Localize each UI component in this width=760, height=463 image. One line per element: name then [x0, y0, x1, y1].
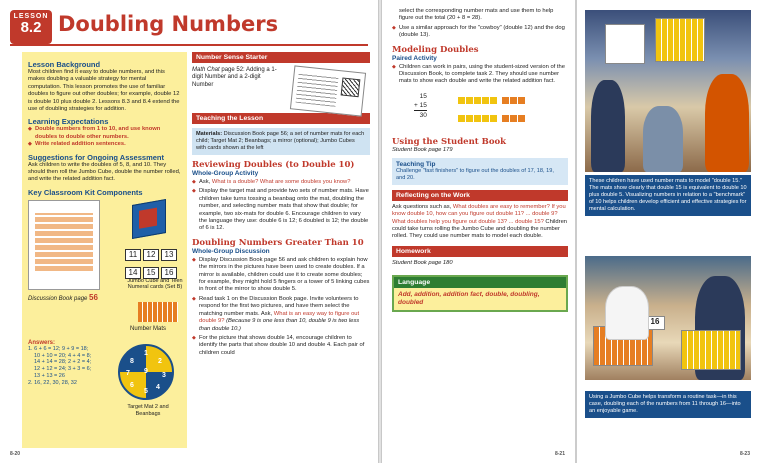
- target-caption: Target Mat 2 and Beanbags: [127, 404, 169, 417]
- bullet-question: What is a double? What are some doubles you know?: [211, 179, 351, 185]
- numeral-card: 16: [161, 267, 177, 279]
- child-figure: [591, 80, 625, 172]
- bullet-question: What is an easy way to figure out double 9?: [199, 310, 360, 325]
- answer-line: 12 + 12 = 24; 3 + 3 = 6;: [34, 366, 92, 373]
- greater-bullet: [192, 296, 370, 333]
- child-figure: [705, 74, 749, 172]
- lesson-badge: [10, 10, 52, 44]
- starter-heading: Number Sense Starter: [192, 52, 370, 63]
- target-number: 3: [162, 372, 166, 379]
- student-heading: Using the Student Book: [392, 136, 507, 147]
- page-number: 8-23: [739, 451, 750, 457]
- child-figure: [643, 106, 683, 172]
- modeling-text: ◆ Children can work in pairs, using the student-sized version of the Discussion Book, to complete task 2. They should use number mats to show each double and write the related addition fact.: [392, 64, 568, 86]
- target-number: 9: [144, 368, 148, 375]
- main-column-left: [192, 52, 370, 357]
- numeral-card: 14: [125, 267, 141, 279]
- bullet-text: Display Discussion Book page 56 and ask children to explain how the mirrors in the pictures have been used to create doubles. If a mirror is available, children could use it to create some doubles; for example, they might hold 5 fingers or a tower of 5 linking cubes in front of the mirror to show double 5.: [199, 256, 370, 293]
- reflect-post: Children could take turns rolling the Jumbo Cube and doubling the number rolled. They could use number mats to model each double.: [392, 218, 568, 240]
- cards-caption: Jumbo Cube and Teen Numeral cards (Set B): [127, 277, 183, 291]
- addition-equation: [414, 92, 427, 120]
- eq-mid: + 15: [414, 101, 427, 109]
- classroom-photo-mats: [585, 10, 751, 172]
- numeral-card: 15: [143, 267, 159, 279]
- main-column-right: [392, 8, 568, 312]
- expectation-item: ◆ Double numbers from 1 to 10, and use known doubles to double other numbers.: [28, 126, 181, 141]
- page-right: [577, 0, 760, 463]
- book-caption: [28, 293, 98, 302]
- eq-top: 15: [419, 92, 427, 100]
- book-page-number: 56: [89, 292, 98, 302]
- child-figure: [605, 286, 649, 340]
- answer-line: 10 + 10 = 20; 4 + 4 = 8;: [34, 352, 92, 359]
- materials-label: Materials:: [196, 131, 223, 137]
- page-number: 8-21: [554, 451, 565, 457]
- numeral-cards: [124, 244, 178, 280]
- kit-components: [28, 200, 181, 340]
- lesson-title: Doubling Numbers: [58, 12, 279, 36]
- page-number: 8-20: [10, 451, 21, 457]
- numeral-card: 11: [125, 249, 141, 261]
- book-caption-text: Discussion Book page: [28, 295, 88, 302]
- numeral-card: 13: [161, 249, 177, 261]
- tip-heading: Teaching Tip: [396, 161, 436, 169]
- mats-caption: Number Mats: [130, 325, 167, 332]
- language-heading: Language: [394, 277, 566, 288]
- photo-caption: Using a Jumbo Cube helps transform a routine task—in this case, doubling each of the numbers from 11 through 16—into an enjoyable game.: [585, 391, 751, 418]
- target-number: 4: [156, 384, 160, 391]
- bullet-text: For the picture that shows double 14, encourage children to identify the parts that show double 10 and double 4. Each pair of children could: [199, 334, 365, 356]
- numeral-card: 16: [645, 316, 665, 330]
- modeling-heading: Modeling Doubles: [392, 44, 479, 55]
- assessment-text: Ask children to write the doubles of 5, 8, and 10. They should then roll the Jumbo Cube, double the number rolled, and write the related addition fact.: [28, 161, 181, 183]
- mat-display: [605, 24, 645, 64]
- answer-line: 14 + 14 = 28; 2 + 2 = 4;: [34, 359, 92, 366]
- starter-desc: page 52: Adding a 1-digit Number and a 2-digit Number: [192, 67, 277, 88]
- mat-display: [655, 18, 705, 62]
- answer-line: 2. 16, 22, 30, 28, 32: [28, 379, 77, 386]
- mat-display: [681, 330, 741, 370]
- five-mat: [502, 97, 526, 104]
- eq-total: 30: [414, 110, 427, 120]
- lesson-label: LESSON: [13, 13, 49, 20]
- classroom-photo-cube: [585, 256, 751, 380]
- expectations-list: [28, 126, 181, 148]
- target-number: 7: [126, 370, 130, 377]
- reviewing-sub: Whole-Group Activity: [192, 170, 259, 177]
- photo-caption: These children have used number mats to model "double 15." The mats show clearly that double 15 is equivalent to double 10 plus double 5. Visualizing numbers in relation to a "benchmark" of 10 helps children develop efficient and effective strategies for mental calculation.: [585, 175, 751, 216]
- bullet-text: Read task 1 on the Discussion Book page. Invite volunteers to respond for the first two pictures, and have them select the matching number mats. Ask,: [199, 295, 359, 317]
- modeling-sub: Paired Activity: [392, 54, 437, 62]
- lesson-number: 8.2: [20, 19, 42, 36]
- reviewing-bullet: [192, 188, 370, 232]
- reflect-heading: Reflecting on the Work: [392, 190, 568, 201]
- five-mat: [502, 115, 526, 122]
- homework-heading: Homework: [392, 246, 568, 257]
- target-number: 1: [144, 350, 148, 357]
- cube-mats: [458, 94, 526, 130]
- assessment-heading: Suggestions for Ongoing Assessment: [28, 152, 164, 162]
- continued-text: select the corresponding number mats and use them to help figure out the total (20 + 8 = 28).: [399, 8, 554, 22]
- greater-sub: Whole-Group Discussion: [192, 247, 270, 255]
- greater-heading: Doubling Numbers Greater Than 10: [192, 237, 364, 248]
- background-heading: Lesson Background: [28, 60, 101, 69]
- kit-heading: Key Classroom Kit Components: [28, 187, 143, 197]
- target-number: 5: [144, 388, 148, 395]
- reflect-text: [392, 204, 568, 241]
- homework-text: Student Book page 180: [392, 259, 453, 266]
- bullet-answer: (Because 9 is one less than 10, double 9 is two less than double 10.): [199, 318, 360, 332]
- student-text: Student Book page 179: [392, 146, 453, 153]
- discussion-book-image: [28, 200, 100, 290]
- number-mats-image: [138, 302, 178, 322]
- teaching-heading: Teaching the Lesson: [192, 113, 370, 124]
- greater-bullet: [192, 257, 370, 294]
- page-left: [0, 0, 378, 463]
- background-text: Most children find it easy to double numbers, and this makes doubling a valuable strategy for mental computation. This lesson promotes the use of familiar doubles to figure out other doubles; for example, double 12 is double 10 plus double 2. Lessons 8.3 and 8.4 extend the use of doubling strategies for addition.: [28, 69, 180, 113]
- reviewing-heading: Reviewing Doubles (to Double 10): [192, 160, 355, 170]
- answer-line: 13 + 13 = 26: [34, 373, 65, 380]
- materials-box: [192, 128, 370, 155]
- reflect-pre: Ask questions such as,: [392, 203, 453, 210]
- target-number: 2: [158, 358, 162, 365]
- target-number: 8: [130, 358, 134, 365]
- language-box: [392, 275, 568, 312]
- answers-heading: Answers:: [28, 339, 56, 346]
- starter-block: [192, 67, 370, 113]
- expectation-item: ◆ Write related addition sentences.: [28, 141, 181, 148]
- starter-source: Math Chat: [192, 67, 220, 73]
- ten-mat: [458, 97, 498, 104]
- teaching-tip: [392, 158, 568, 185]
- reviewing-bullet: [192, 179, 370, 186]
- target-mat-image: [118, 344, 174, 400]
- bullet-text: Ask,: [199, 179, 212, 185]
- title-rule: [10, 44, 368, 46]
- tip-text: Challenge "fast finishers" to figure out the doubles of 17, 18, 19, and 20.: [396, 168, 554, 182]
- target-number: 6: [130, 382, 134, 389]
- cowboy-bullet: ◆ Use a similar approach for the "cowboy" (double 12) and the dog (double 13).: [392, 25, 568, 40]
- answer-line: 1. 6 + 6 = 12; 9 + 9 = 18;: [28, 345, 89, 352]
- expectations-heading: Learning Expectations: [28, 117, 109, 127]
- page-middle: [382, 0, 575, 463]
- jumbo-cube-image: [132, 199, 166, 239]
- reflect-questions: What doubles are easy to remember? If you know double 10, how can you figure out double 11? ... double 9? What doubles help you figure out double 13? ... double 15?: [392, 203, 566, 225]
- worksheet-image: [290, 65, 366, 116]
- materials-text: Discussion Book page 56; a set of number mats for each child; Target Mat 2; Beanbags; a mirror (optional); Jumbo Cubes with cards shown at the left: [196, 131, 365, 151]
- language-text: Add, addition, addition fact, double, doubling, doubled: [398, 291, 540, 307]
- ten-mat: [458, 115, 498, 122]
- starter-text: [192, 67, 282, 89]
- numeral-card: 12: [143, 249, 159, 261]
- doubles-figure: [392, 90, 568, 132]
- greater-bullet: [192, 335, 370, 357]
- bullet-text: Display the target mat and provide two sets of number mats. Have children take turns tossing a beanbag onto the mat, doubling the number, and selecting number mats that show that double; for example, two six-mats for double 6. Encourage children to vary the language they use: double 6 is 12; 6 doubled is 12; the double of 6 is 12.: [199, 188, 369, 232]
